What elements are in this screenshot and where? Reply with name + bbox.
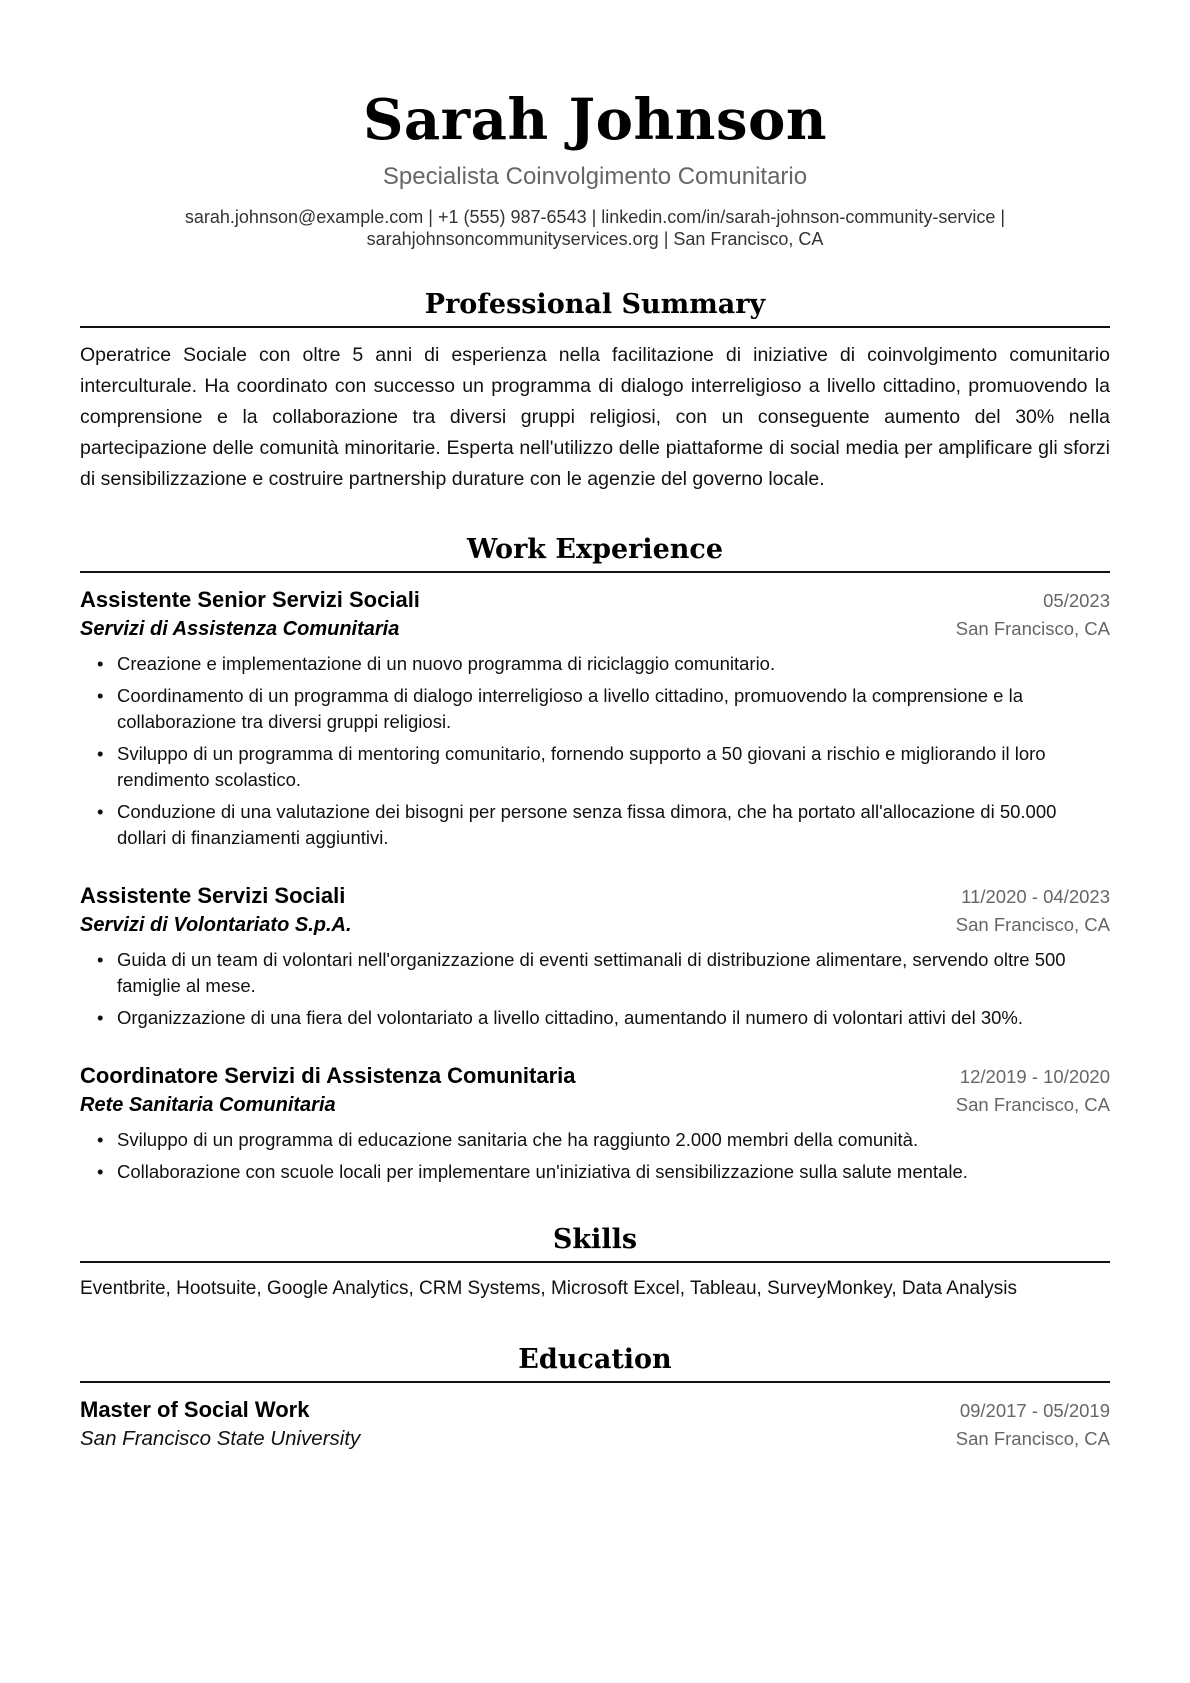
education-location: San Francisco, CA xyxy=(955,1428,1110,1449)
job-bullets xyxy=(80,1127,1110,1185)
contact-info xyxy=(80,206,1110,250)
education-date: 09/2017 - 05/2019 xyxy=(959,1400,1110,1421)
job-company: Servizi di Assistenza Comunitaria xyxy=(80,618,400,640)
job-bullet: • Coordinamento di un programma di dialogo interreligioso a livello cittadino, promuovendo la comprensione e la collaborazione tra diversi gruppi religiosi. xyxy=(117,683,1110,735)
job-location: San Francisco, CA xyxy=(955,618,1110,639)
job-bullet: • Creazione e implementazione di un nuovo programma di riciclaggio comunitario. xyxy=(117,651,1110,677)
experience-heading: Work Experience xyxy=(80,533,1110,573)
job-company: Servizi di Volontariato S.p.A. xyxy=(80,914,352,936)
contact-line-2: sarahjohnsoncommunityservices.org | San Francisco, CA xyxy=(366,229,824,249)
job-location: San Francisco, CA xyxy=(955,914,1110,935)
job-location: San Francisco, CA xyxy=(955,1094,1110,1115)
job-title: Assistente Senior Servizi Sociali xyxy=(80,587,420,612)
job-bullet: • Guida di un team di volontari nell'organizzazione di eventi settimanali di distribuzione alimentare, servendo oltre 500 famiglie al mese. xyxy=(117,947,1110,999)
job-company-row xyxy=(80,615,1110,643)
job-bullet: • Sviluppo di un programma di educazione sanitaria che ha raggiunto 2.000 membri della comunità. xyxy=(117,1127,1110,1153)
job-entry xyxy=(80,881,1110,1031)
skills-heading: Skills xyxy=(80,1223,1110,1263)
summary-text: Operatrice Sociale con oltre 5 anni di esperienza nella facilitazione di iniziative di coinvolgimento comunitario interculturale. Ha coordinato con successo un programma di dialogo interreligioso a livello cittadino, promuovendo la comprensione e la collaborazione tra diversi gruppi religiosi, con un conseguente aumento del 30% nella partecipazione delle comunità minoritarie. Esperta nell'utilizzo delle piattaforme di social media per amplificare gli sforzi di sensibilizzazione e costruire partnership durature con le agenzie del governo locale. xyxy=(80,344,1110,490)
job-entry xyxy=(80,1061,1110,1185)
education-header-row xyxy=(80,1395,1110,1425)
job-date: 05/2023 xyxy=(1043,590,1110,611)
job-date: 12/2019 - 10/2020 xyxy=(959,1066,1110,1087)
candidate-role: Specialista Coinvolgimento Comunitario xyxy=(382,163,808,190)
education-heading: Education xyxy=(80,1343,1110,1383)
skills-text: Eventbrite, Hootsuite, Google Analytics, CRM Systems, Microsoft Excel, Tableau, SurveyMonkey, Data Analysis xyxy=(80,1278,1018,1299)
job-title: Coordinatore Servizi di Assistenza Comunitaria xyxy=(80,1063,576,1088)
job-header-row xyxy=(80,1061,1110,1091)
education-school: San Francisco State University xyxy=(80,1427,361,1450)
job-title: Assistente Servizi Sociali xyxy=(80,883,346,908)
contact-line-1: sarah.johnson@example.com | +1 (555) 987-6543 | linkedin.com/in/sarah-johnson-community-service | xyxy=(184,207,1006,227)
job-header-row xyxy=(80,881,1110,911)
job-company-row xyxy=(80,1091,1110,1119)
job-entry xyxy=(80,585,1110,851)
job-company-row xyxy=(80,911,1110,939)
job-bullets xyxy=(80,651,1110,851)
job-bullet: • Organizzazione di una fiera del volontariato a livello cittadino, aumentando il numero di volontari attivi del 30%. xyxy=(117,1005,1110,1031)
job-bullet: • Sviluppo di un programma di mentoring comunitario, fornendo supporto a 50 giovani a rischio e migliorando il loro rendimento scolastico. xyxy=(117,741,1110,793)
summary-heading: Professional Summary xyxy=(80,288,1110,328)
job-bullet: • Conduzione di una valutazione dei bisogni per persone senza fissa dimora, che ha portato all'allocazione di 50.000 dollari di finanziamenti aggiuntivi. xyxy=(117,799,1110,851)
summary-section xyxy=(80,288,1110,495)
job-bullets xyxy=(80,947,1110,1031)
job-bullet: • Collaborazione con scuole locali per implementare un'iniziativa di sensibilizzazione sulla salute mentale. xyxy=(117,1159,1110,1185)
experience-section xyxy=(80,533,1110,1185)
education-school-row xyxy=(80,1425,1110,1453)
education-section xyxy=(80,1343,1110,1453)
job-company: Rete Sanitaria Comunitaria xyxy=(80,1094,336,1116)
candidate-name: Sarah Johnson xyxy=(362,87,828,153)
resume-header xyxy=(80,86,1110,250)
resume-page xyxy=(80,0,1110,1453)
education-degree: Master of Social Work xyxy=(80,1397,310,1422)
job-header-row xyxy=(80,585,1110,615)
job-date: 11/2020 - 04/2023 xyxy=(961,886,1110,907)
skills-section xyxy=(80,1223,1110,1303)
education-entry xyxy=(80,1395,1110,1453)
